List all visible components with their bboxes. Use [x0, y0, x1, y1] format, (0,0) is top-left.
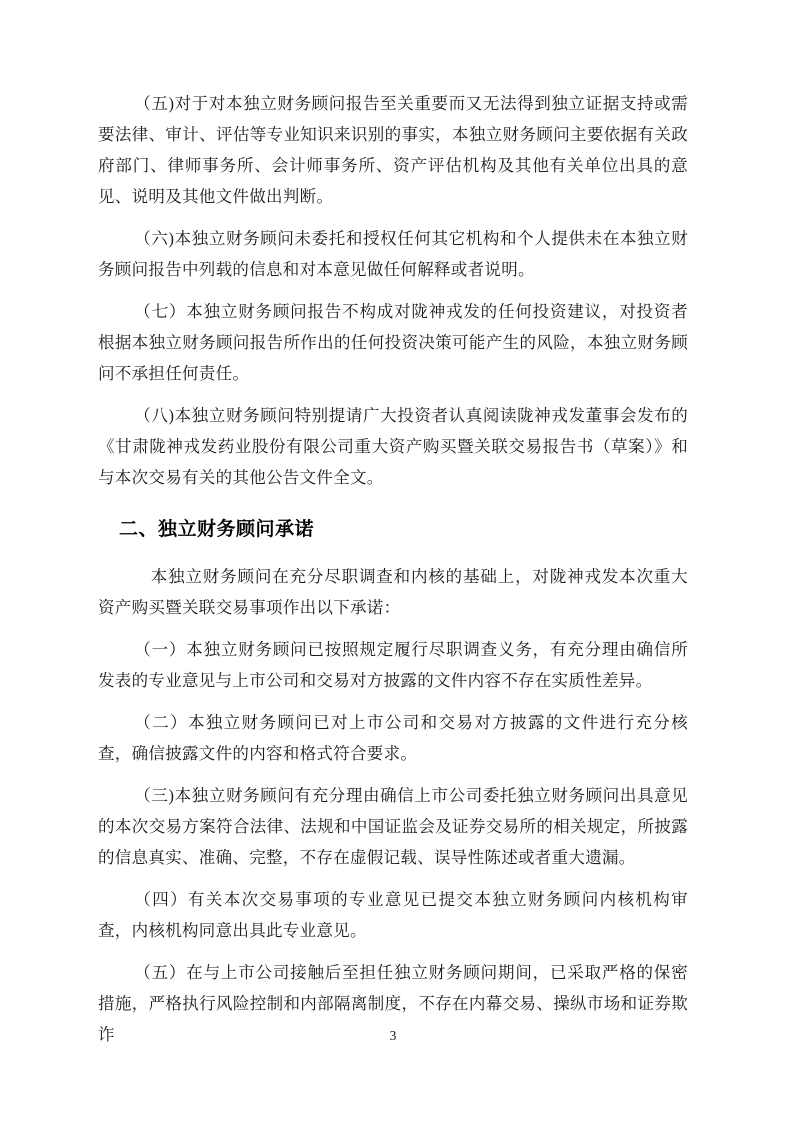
commitment-paragraph-4: （四）有关本次交易事项的专业意见已提交本独立财务顾问内核机构审查，内核机构同意出具此专业意见。	[98, 890, 688, 940]
statement-paragraph-6: （六)本独立财务顾问未委托和授权任何其它机构和个人提供未在本独立财务顾问报告中列载的信息和对本意见做任何解释或者说明。	[98, 229, 688, 279]
commitment-paragraph-1: （一）本独立财务顾问已按照规定履行尽职调查义务，有充分理由确信所发表的专业意见与上市公司和交易对方披露的文件内容不存在实质性差异。	[98, 640, 688, 690]
commitment-paragraph-5: （五）在与上市公司接触后至担任独立财务顾问期间，已采取严格的保密措施，严格执行风险控制和内部隔离制度，不存在内幕交易、操纵市场和证券欺诈	[98, 963, 688, 1044]
commitment-paragraph-3: （三)本独立财务顾问有充分理由确信上市公司委托独立财务顾问出具意见的本次交易方案符合法律、法规和中国证监会及证券交易所的相关规定，所披露的信息真实、准确、完整，不存在虚假记载、误导性陈述或者重大遗漏。	[98, 786, 688, 867]
section-heading-commitments: 二、独立财务顾问承诺	[119, 519, 315, 540]
statement-paragraph-8: （八)本独立财务顾问特别提请广大投资者认真阅读陇神戎发董事会发布的《甘肃陇神戎发药业股份有限公司重大资产购买暨关联交易报告书（草案）》和与本次交易有关的其他公告文件全文。	[98, 406, 688, 487]
section-commitments	[98, 561, 688, 1050]
commitments-intro-paragraph: 本独立财务顾问在充分尽职调查和内核的基础上，对陇神戎发本次重大资产购买暨关联交易事项作出以下承诺：	[98, 567, 688, 617]
page-number: 3	[389, 1028, 397, 1043]
statement-paragraph-5: （五)对于对本独立财务顾问报告至关重要而又无法得到独立证据支持或需要法律、审计、评估等专业知识来识别的事实，本独立财务顾问主要依据有关政府部门、律师事务所、会计师事务所、资产评估机构及其他有关单位出具的意见、说明及其他文件做出判断。	[98, 94, 688, 206]
section-statements	[98, 88, 688, 493]
commitment-paragraph-2: （二）本独立财务顾问已对上市公司和交易对方披露的文件进行充分核查，确信披露文件的内容和格式符合要求。	[98, 713, 688, 763]
statement-paragraph-7: （七）本独立财务顾问报告不构成对陇神戎发的任何投资建议，对投资者根据本独立财务顾问报告所作出的任何投资决策可能产生的风险，本独立财务顾问不承担任何责任。	[98, 302, 688, 383]
